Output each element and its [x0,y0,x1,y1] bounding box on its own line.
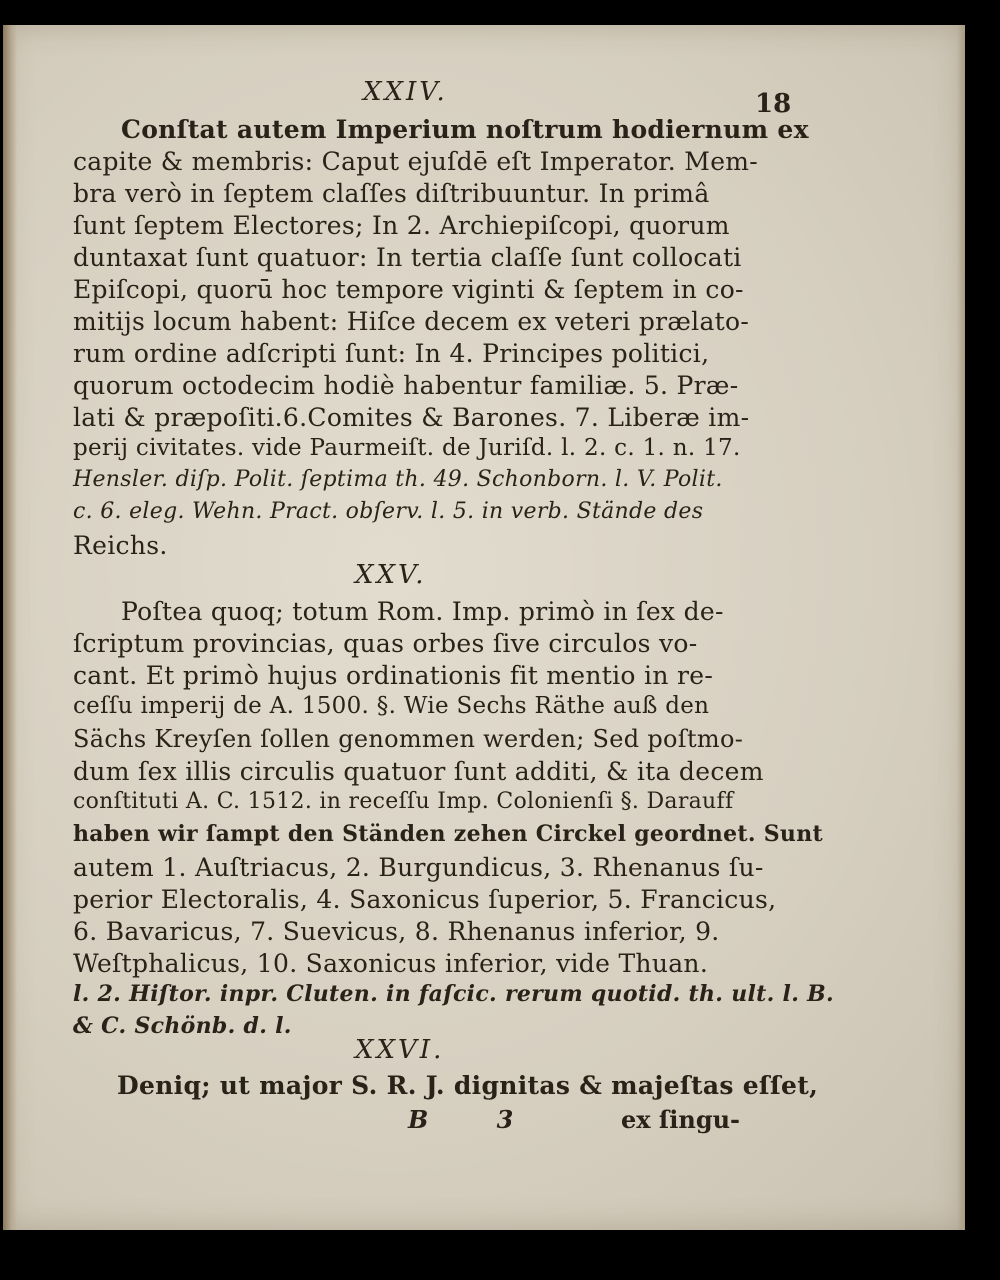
text-line: & C. Schönb. d. l. [73,1013,292,1039]
page-number: 18 [755,89,792,119]
text-line: duntaxat ſunt quatuor: In tertia claſſe ſunt collocati [73,243,742,272]
text-line: bra verò in ſeptem claſſes diſtribuuntur. In primâ [73,179,710,208]
text-line: dum ſex illis circulis quatuor ſunt additi, & ita decem [73,757,764,786]
text-line: Reichs. [73,531,168,560]
text-line: Deniq; ut major S. R. J. dignitas & majeſtas eſſet, [117,1071,819,1100]
text-line: ceſſu imperij de A. 1500. §. Wie Sechs Räthe auß den [73,693,710,719]
text-line: Conſtat autem Imperium noſtrum hodiernum ex [121,115,809,144]
text-line: perij civitates. vide Paurmeiſt. de Juriſd. l. 2. c. 1. n. 17. [73,435,741,461]
text-line: 6. Bavaricus, 7. Suevicus, 8. Rhenanus inferior, 9. [73,917,720,946]
text-line: ſcriptum provincias, quas orbes ſive circulos vo- [73,629,698,658]
text-line: c. 6. eleg. Wehn. Pract. obſerv. l. 5. in verb. Stände des [73,499,704,524]
section-xxv-body [73,597,953,1057]
book-page [3,25,965,1230]
text-line: haben wir ſampt den Ständen zehen Circkel geordnet. Sunt [73,821,823,847]
text-line: autem 1. Auſtriacus, 2. Burgundicus, 3. Rhenanus ſu- [73,853,764,882]
section-heading-xxvi: XXVI. [355,1035,445,1065]
text-line: Hensler. diſp. Polit. ſeptima th. 49. Schonborn. l. V. Polit. [73,467,723,492]
text-line: Weſtphalicus, 10. Saxonicus inferior, vide Thuan. [73,949,709,978]
section-heading-xxv: XXV. [355,560,427,590]
text-line: capite & membris: Caput ejuſdē eſt Imperator. Mem- [73,147,759,176]
text-line: mitijs locum habent: Hiſce decem ex veteri prælato- [73,307,750,336]
text-line: rum ordine adſcripti ſunt: In 4. Principes politici, [73,339,710,368]
text-line: lati & præpoſiti.6.Comites & Barones. 7. Liberæ im- [73,403,750,432]
section-heading-xxiv: XXIV. [363,77,448,107]
signature-mark: B 3 [408,1105,544,1134]
page-edge-shadow [957,25,965,1230]
page-binding-shadow [3,25,17,1230]
section-xxiv-body [73,115,953,575]
text-line: Poſtea quoq; totum Rom. Imp. primò in ſex de- [121,597,724,626]
text-line: ſunt ſeptem Electores; In 2. Archiepiſcopi, quorum [73,211,730,240]
catchword: ex ſingu- [621,1105,741,1134]
text-line: quorum octodecim hodiè habentur familiæ. 5. Præ- [73,371,739,400]
text-line: conſtituti A. C. 1512. in receſſu Imp. Colonienſi §. Darauff [73,789,734,814]
text-line: perior Electoralis, 4. Saxonicus ſuperior, 5. Francicus, [73,885,777,914]
text-line: Epiſcopi, quorū hoc tempore viginti & ſeptem in co- [73,275,744,304]
text-line: Sächs Kreyſen ſollen genommen werden; Sed poſtmo- [73,725,744,753]
text-line: l. 2. Hiſtor. inpr. Cluten. in faſcic. rerum quotid. th. ult. l. B. [73,981,834,1007]
text-line: cant. Et primò hujus ordinationis fit mentio in re- [73,661,714,690]
